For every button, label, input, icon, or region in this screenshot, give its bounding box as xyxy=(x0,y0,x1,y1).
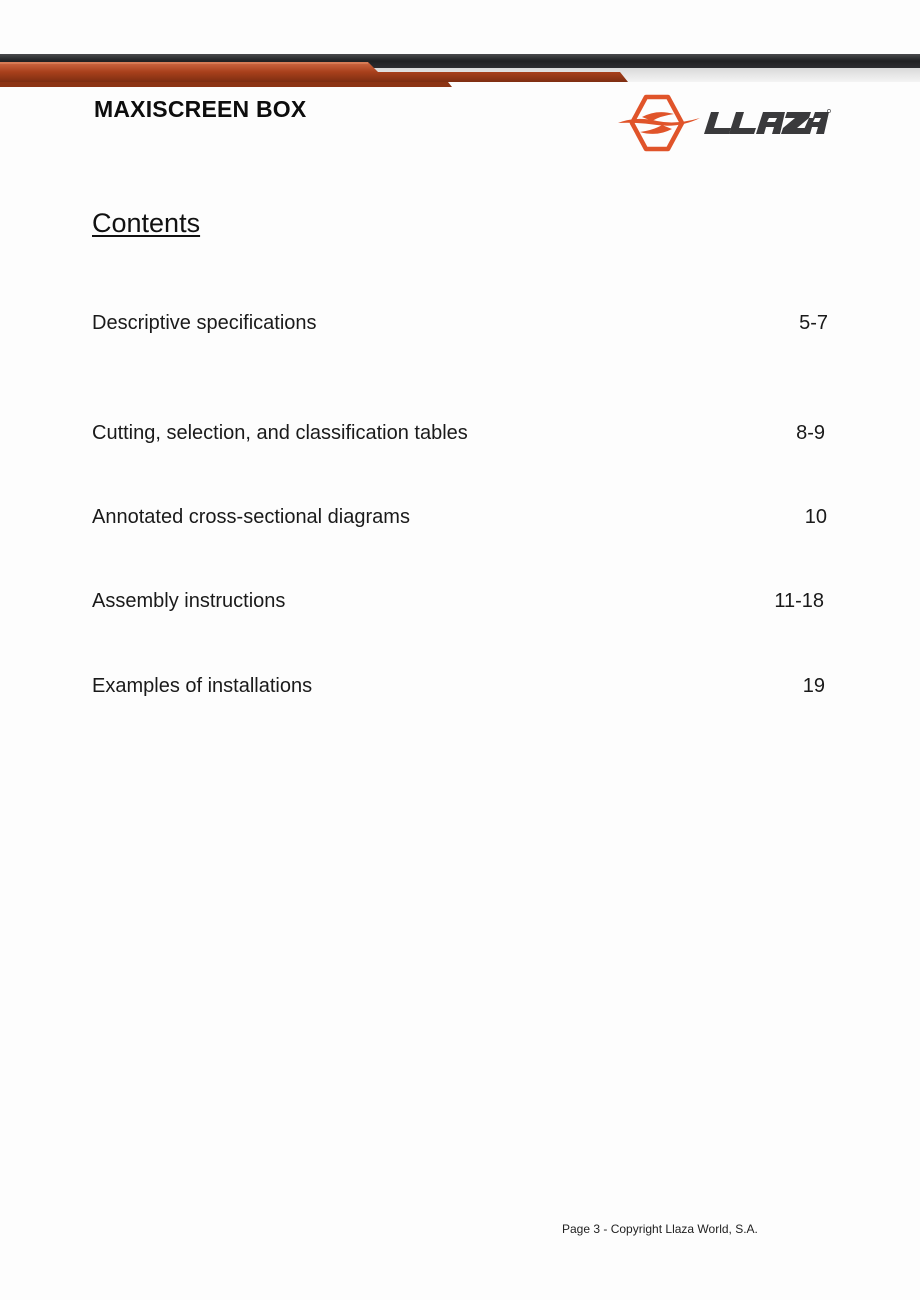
toc-entry-title: Cutting, selection, and classification tables xyxy=(92,422,468,444)
toc-entry-title: Annotated cross-sectional diagrams xyxy=(92,506,410,528)
header-band-graphic xyxy=(0,54,920,90)
toc-entry-title: Descriptive specifications xyxy=(92,312,317,334)
toc-entry[interactable] xyxy=(92,422,828,452)
product-title: MAXISCREEN BOX xyxy=(94,96,307,122)
toc-entry-page: 10 xyxy=(804,506,827,528)
toc-entry-page: 5-7 xyxy=(799,312,828,334)
header-band xyxy=(0,54,920,90)
toc-entry[interactable] xyxy=(92,506,828,536)
contents-heading: Contents xyxy=(92,208,201,238)
toc-entry-page: 8-9 xyxy=(796,422,825,444)
toc-entry-title: Examples of installations xyxy=(92,675,313,697)
toc-entry-page: 19 xyxy=(802,675,825,697)
toc-entry-title: Assembly instructions xyxy=(92,590,286,612)
toc-entry[interactable] xyxy=(92,675,828,705)
llaza-logo xyxy=(616,92,832,154)
toc-entry-page: 11-18 xyxy=(774,590,824,612)
llaza-logo-graphic xyxy=(616,92,832,154)
page-footer: Page 3 - Copyright Llaza World, S.A. xyxy=(562,1222,758,1236)
toc-entry[interactable] xyxy=(92,590,828,620)
toc-entry[interactable] xyxy=(92,312,828,342)
